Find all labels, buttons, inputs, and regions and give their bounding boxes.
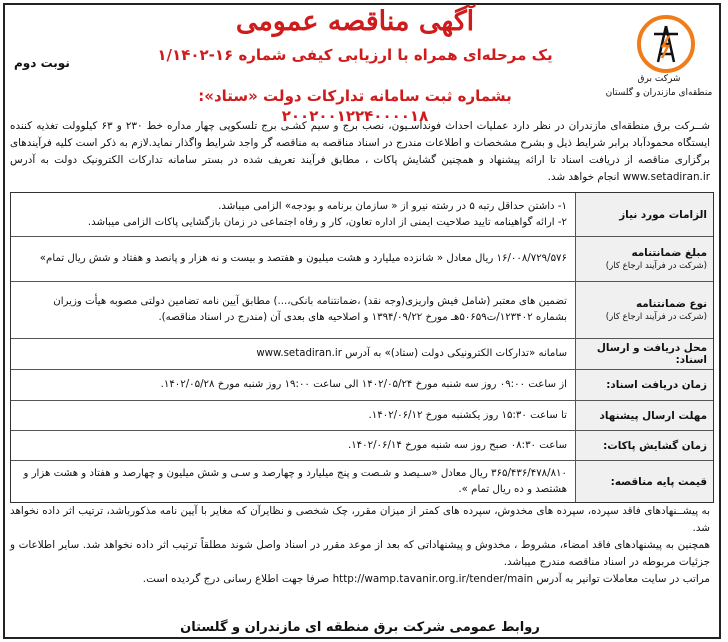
- row-value-line: ساعت ۰۸:۳۰ صبح روز سه شنبه مورخ ۱۴۰۲/۰۶/۱۴.: [347, 439, 567, 451]
- row-value: [11, 339, 575, 369]
- row-label: [575, 431, 713, 460]
- condition-line: همچنین به پیشنهادهای فاقد امضاء، مشروط ، مخدوش و پیشنهاداتی که بعد از موعد مقرر در اسناد واصل شوند مطلقاً ترتیب اثر داده نخواهد شد. سایر اطلاعات و جزئیات مربوطه در اسناد مناقصه مندرج میباشد.: [10, 539, 710, 568]
- row-label-text: نوع ضمانتنامه: [635, 298, 707, 310]
- row-value: [11, 237, 575, 281]
- conditions-paragraph: [10, 503, 710, 588]
- notice-title: آگهی مناقصه عمومی: [235, 6, 475, 37]
- row-value-line: از ساعت ۰۹:۰۰ روز سه شنبه مورخ ۱۴۰۲/۰۵/۲۴ الی ساعت ۱۹:۰۰ روز شنبه مورخ ۱۴۰۲/۰۵/۲۸.: [160, 379, 567, 390]
- row-label-text: زمان دریافت اسناد:: [606, 379, 707, 391]
- table-row: [11, 370, 713, 401]
- table-row: [11, 461, 713, 502]
- row-label: [575, 282, 713, 338]
- intro-paragraph: شــرکت برق منطقه‌ای مازندران در نظر دارد عملیات احداث فونداسـیون، نصب برج و سیم کشـی برج تلسکوپی چهار مداره خط ۲۳۰ و ۶۳ کیلوولت تغذیه کننده ایستگاه محمودآباد برابر شرایط ذیل و بشرح مشخصات و اطلاعات مندرج در اسناد مناقصه به مناقصه گر واجد شرایط واگذار نماید.لازم به ذکر است کلیه فرآیندهای برگزاری مناقصه از دریافت اسناد تا ارائه پیشنهاد و همچنین گشایش پاکات ، مطابق فرآیند تعریف شده در بستر سامانه تدارکات الکترونیک دولت به آدرس www.setadiran.ir انجام خواهد شد.: [10, 120, 710, 183]
- row-value: [11, 401, 575, 430]
- row-label-text: محل دریافت و ارسال اسناد:: [596, 342, 707, 366]
- row-label-note: (شرکت در فرآیند ارجاع کار): [605, 261, 707, 271]
- row-value-line: ۱- داشتن حداقل رتبه ۵ در رشته نیرو از « سازمان برنامه و بودجه» الزامی میباشد.: [218, 200, 567, 212]
- row-value: [11, 193, 575, 236]
- row-label-note: (شرکت در فرآیند ارجاع کار): [605, 312, 707, 322]
- row-value-line: تضمین های معتبر (شامل فیش واریزی(وجه نقد) ،ضمانتنامه بانکی،...) مطابق آیین نامه تضامین دولتی مصوبه هیأت وزیران بشماره ۱۲۳۴۰۲/ت۵۰۶۵۹هـ مورخ ۱۳۹۴/۰۹/۲۲ و اصلاحیه های بعدی آن (مندرج در اسناد مناقصه).: [53, 296, 567, 323]
- notice-subtitle: یک مرحله‌ای همراه با ارزیابی کیفی شماره ۱۶-۱/۱۴۰۲: [157, 46, 553, 64]
- table-row: [11, 431, 713, 461]
- row-label: [575, 401, 713, 430]
- table-row: [11, 237, 713, 282]
- table-row: [11, 339, 713, 370]
- row-value-line: ۳۶۵/۴۳۶/۴۷۸/۸۱۰ ریال معادل «سـیصد و شـصت و پنج میلیارد و چهارصد و سـی و شش میلیون و چهارصد و هفتاد و هشت هزار و هشتصد و ده ریال تمام ».: [23, 467, 567, 495]
- row-label-text: مبلغ ضمانتنامه: [631, 247, 707, 259]
- row-label-text: زمان گشایش پاکات:: [603, 439, 707, 452]
- row-value-line: تا ساعت ۱۵:۳۰ روز یکشنبه مورخ ۱۴۰۲/۰۶/۱۲.: [368, 409, 567, 421]
- row-label: [575, 237, 713, 281]
- row-label-text: قیمت پایه مناقصه:: [610, 475, 707, 488]
- setad-registration-number: بشماره ثبت سامانه تدارکات دولت «ستاد»: ۲۰۰۲۰۰۱۲۲۴۰۰۰۰۱۸: [198, 87, 512, 125]
- row-value-line: ۱۶/۰۰۸/۷۲۹/۵۷۶ ریال معادل « شانزده میلیارد و هشت میلیون و هفتصد و بیست و نه هزار و پانصد و هفتاد و شش ریال تمام»: [39, 253, 567, 264]
- row-label: [575, 461, 713, 502]
- company-name-line1: شرکت برق: [637, 74, 681, 84]
- publication-round: نوبت دوم: [14, 56, 70, 70]
- condition-line: به پیشــنهادهای فاقد سپرده، سپرده های مخدوش، سپرده های کمتر از میزان مقرر، چک شخصی و نظایرآن که مغایر با آیین نامه مذکورباشد، ترتیب اثر داده نخواهد شد.: [10, 505, 710, 534]
- row-value: [11, 370, 575, 400]
- row-label: [575, 370, 713, 400]
- row-label: [575, 339, 713, 369]
- row-label-text: مهلت ارسال پیشنهاد: [599, 409, 707, 422]
- row-label: [575, 193, 713, 236]
- condition-line: مراتب در سایت معاملات توانیر به آدرس http://wamp.tavanir.org.ir/tender/main صرفا جهت اطلاع رسانی درج گردیده است.: [142, 573, 710, 585]
- public-relations-footer: روابط عمومی شرکت برق منطقه ای مازندران و گلستان: [180, 620, 540, 635]
- row-value-line: سامانه «تدارکات الکترونیکی دولت (ستاد)» به آدرس www.setadiran.ir: [256, 348, 567, 359]
- table-row: [11, 193, 713, 237]
- row-value: [11, 461, 575, 502]
- row-value-line: ۲- ارائه گواهینامه تایید صلاحیت ایمنی از اداره تعاون، کار و رفاه اجتماعی در زمان بازگشایی پاکات الزامی میباشد.: [87, 216, 567, 228]
- row-value: [11, 431, 575, 460]
- table-row: [11, 282, 713, 339]
- table-row: [11, 401, 713, 431]
- row-value: [11, 282, 575, 338]
- row-label-text: الزامات مورد نیاز: [619, 208, 707, 221]
- company-name-line2: منطقه‌ای مازندران و گلستان: [605, 88, 713, 98]
- electricity-tower-logo-icon: [636, 14, 696, 74]
- tender-details-table: [10, 192, 714, 503]
